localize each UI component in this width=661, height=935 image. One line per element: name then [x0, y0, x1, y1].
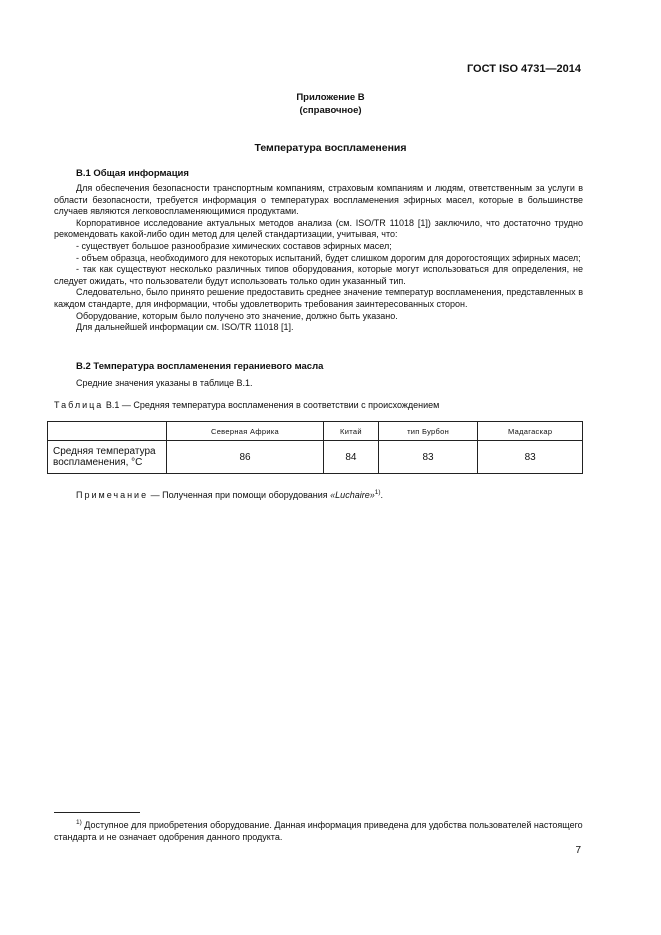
table-caption-text: В.1 — Средняя температура воспламенения в соответствии с происхождением	[105, 400, 440, 410]
table-note	[76, 489, 383, 500]
b1-paragraph-4: Оборудование, которым было получено это значение, должно быть указано.	[76, 310, 398, 321]
b1-paragraph-3: Следовательно, было принято решение предоставить среднее значение температур воспламенения, представленных в каждом стандарте, для информации, чтобы удовлетворить требования заинтересованных сторон.	[54, 287, 583, 309]
note-label: Примечание	[76, 490, 149, 500]
value-cell-china: 84	[324, 441, 379, 474]
table-row	[48, 441, 583, 474]
flash-point-table	[47, 421, 583, 474]
table-caption	[54, 400, 439, 410]
note-text: — Полученная при помощи оборудования	[150, 490, 328, 500]
table-header-row	[48, 422, 583, 441]
header-cell-china: Китай	[324, 422, 379, 441]
b1-bullet-3: - так как существуют несколько различных типов оборудования, которые могут использоваться для определения, не следует ожидать, что пользователи будут использовать только один указанный тип.	[54, 264, 583, 286]
b1-paragraph-5: Для дальнейшей информации см. ISO/TR 11018 [1].	[76, 322, 294, 333]
footnote-text: Доступное для приобретения оборудование. Данная информация приведена для удобства пользователей настоящего стандарта и не означает одобрения данного продукта.	[54, 820, 583, 842]
footnote-marker: 1)	[76, 819, 82, 826]
b1-paragraph-2: Корпоративное исследование актуальных методов анализа (см. ISO/TR 11018 [1]) заключило, что достаточно трудно рекомендовать какой-либо один метод для целей стандартизации, учитывая, что:	[54, 217, 583, 240]
b2-heading: В.2 Температура воспламенения гераниевого масла	[76, 361, 324, 372]
b1-body	[54, 183, 583, 334]
appendix-subtitle: (справочное)	[299, 105, 362, 116]
value-cell-north-africa: 86	[167, 441, 324, 474]
b1-bullet-1: - существует большое разнообразие химических составов эфирных масел;	[76, 240, 392, 251]
value-cell-madagascar: 83	[478, 441, 583, 474]
value-cell-bourbon: 83	[378, 441, 477, 474]
note-end: .	[380, 490, 384, 500]
header-cell-north-africa: Северная Африка	[167, 422, 324, 441]
b2-line: Средние значения указаны в таблице В.1.	[76, 378, 253, 388]
footnote-divider	[54, 812, 140, 813]
page-number: 7	[575, 845, 581, 856]
footnote	[54, 817, 583, 843]
appendix-title: Приложение В	[296, 92, 365, 103]
row-label-cell: Средняя температура воспламенения, °С	[48, 441, 167, 474]
header-cell-madagascar: Мадагаскар	[478, 422, 583, 441]
standard-code: ГОСТ ISO 4731—2014	[466, 63, 581, 75]
note-equipment: «Luchaire»	[330, 490, 375, 500]
b1-bullet-2: - объем образца, необходимого для некоторых испытаний, будет слишком дорогим для дорогостоящих эфирных масел;	[76, 252, 581, 263]
table-corner-cell	[48, 422, 167, 441]
table-caption-label: Таблица	[54, 400, 104, 410]
appendix-heading	[0, 91, 661, 117]
b1-heading: В.1 Общая информация	[76, 168, 189, 179]
section-title: Температура воспламенения	[254, 142, 407, 154]
note-footnote-ref: 1)	[374, 489, 381, 496]
header-cell-bourbon: тип Бурбон	[378, 422, 477, 441]
b1-paragraph-1: Для обеспечения безопасности транспортным компаниям, страховым компаниям и людям, ответственным за услуги в области безопасности, требуется информация о температурах воспламенения эфирных масел, которые в большинстве случаев являются легковоспламеняющимися продуктами.	[54, 183, 583, 217]
